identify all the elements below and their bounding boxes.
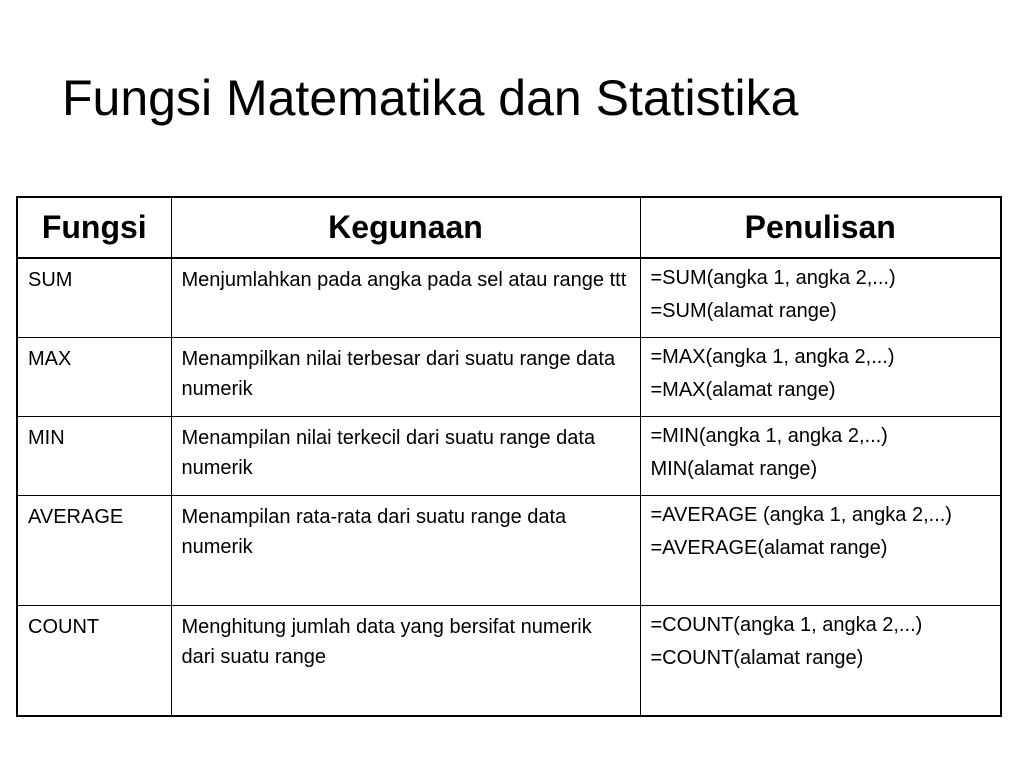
- table-header-row: [17, 197, 1001, 258]
- header-fungsi: Fungsi: [17, 197, 171, 258]
- syntax-line: =SUM(alamat range): [650, 300, 837, 322]
- syntax-line: =MIN(angka 1, angka 2,...): [650, 425, 888, 447]
- syntax-line: =AVERAGE(alamat range): [650, 537, 888, 559]
- syntax-line: =COUNT(alamat range): [650, 647, 864, 669]
- table-row: [17, 258, 1001, 338]
- table-row: [17, 417, 1001, 496]
- syntax-cell: [640, 338, 1001, 417]
- syntax-cell: [640, 417, 1001, 496]
- function-name-cell: COUNT: [17, 606, 171, 717]
- syntax-line: =AVERAGE (angka 1, angka 2,...): [650, 504, 952, 526]
- table-row: [17, 496, 1001, 606]
- syntax-line: =SUM(angka 1, angka 2,...): [650, 267, 896, 289]
- syntax-line: =MAX(angka 1, angka 2,...): [650, 346, 895, 368]
- function-name-cell: AVERAGE: [17, 496, 171, 606]
- function-name-cell: SUM: [17, 258, 171, 338]
- syntax-cell: [640, 258, 1001, 338]
- header-penulisan: Penulisan: [640, 197, 1001, 258]
- description-cell: Menjumlahkan pada angka pada sel atau range ttt: [171, 258, 640, 338]
- description-cell: Menampilkan nilai terbesar dari suatu range data numerik: [171, 338, 640, 417]
- syntax-line: MIN(alamat range): [650, 458, 818, 480]
- function-name-cell: MAX: [17, 338, 171, 417]
- header-kegunaan: Kegunaan: [171, 197, 640, 258]
- functions-table: [16, 196, 1002, 717]
- table-row: [17, 606, 1001, 717]
- slide-title: Fungsi Matematika dan Statistika: [62, 70, 799, 126]
- syntax-line: =COUNT(angka 1, angka 2,...): [650, 614, 923, 636]
- syntax-cell: [640, 606, 1001, 717]
- function-name-cell: MIN: [17, 417, 171, 496]
- syntax-cell: [640, 496, 1001, 606]
- description-cell: Menampilan nilai terkecil dari suatu range data numerik: [171, 417, 640, 496]
- syntax-line: =MAX(alamat range): [650, 379, 836, 401]
- description-cell: Menampilan rata-rata dari suatu range data numerik: [171, 496, 640, 606]
- table-row: [17, 338, 1001, 417]
- description-cell: Menghitung jumlah data yang bersifat numerik dari suatu range: [171, 606, 640, 717]
